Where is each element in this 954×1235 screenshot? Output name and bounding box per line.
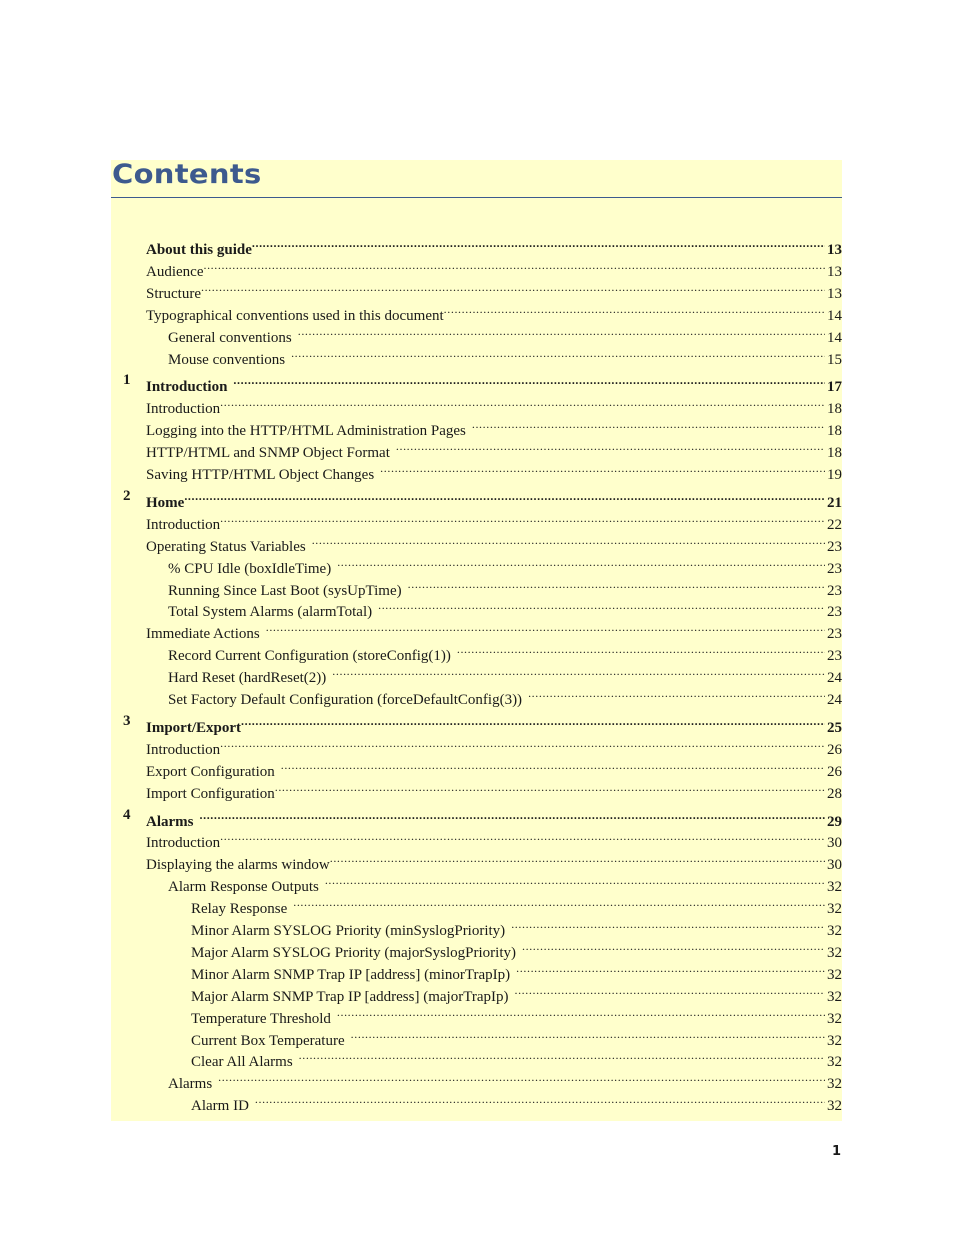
toc-dot-leader [218, 1066, 825, 1088]
toc-entry-label: About this guide [146, 242, 252, 258]
toc-entry-label: Total System Alarms (alarmTotal) [168, 604, 373, 621]
toc-entry-page: 32 [827, 923, 842, 939]
toc-entry-label: Audience [146, 263, 204, 280]
toc-entry[interactable] [146, 507, 842, 533]
toc-entry[interactable] [168, 682, 842, 708]
toc-dot-leader [516, 957, 825, 979]
toc-entry-label: Current Box Temperature [191, 1032, 345, 1049]
toc-dot-leader [201, 276, 825, 298]
toc-entry-page: 25 [827, 719, 842, 736]
page-number: 1 [832, 1144, 842, 1159]
toc-entry-label: Hard Reset (hardReset(2)) [168, 670, 327, 687]
toc-entry-label: Operating Status Variables [146, 538, 306, 555]
toc-entry[interactable] [191, 935, 842, 961]
toc-entry-label: Introduction [146, 835, 221, 852]
toc-entry[interactable] [191, 1088, 842, 1115]
toc-chapter-entry[interactable] [146, 804, 842, 830]
toc-entry[interactable] [191, 979, 842, 1005]
toc-entry-page: 32 [827, 1010, 842, 1027]
toc-dot-leader [325, 869, 825, 891]
toc-dot-leader [298, 320, 825, 342]
toc-entry-page: 32 [827, 1098, 842, 1115]
toc-entry-label: Displaying the alarms window [146, 857, 330, 874]
toc-dot-leader [522, 935, 825, 957]
toc-entry[interactable] [146, 276, 842, 302]
toc-entry-label: Major Alarm SYSLOG Priority (majorSyslogPriority) [191, 944, 516, 961]
toc-dot-leader [396, 435, 825, 457]
toc-dot-leader [408, 573, 825, 595]
toc-entry-page: 23 [827, 582, 842, 599]
chapter-number: 3 [123, 712, 131, 729]
toc-dot-leader [255, 1088, 825, 1110]
toc-entry-label: Export Configuration [146, 763, 275, 780]
title-rule [111, 197, 842, 198]
toc-dot-leader [220, 391, 825, 413]
toc-entry-page: 30 [827, 857, 842, 874]
toc-entry-page: 23 [827, 560, 842, 577]
toc-entry[interactable] [146, 254, 842, 280]
toc-dot-leader [378, 594, 825, 616]
toc-entry-label: Immediate Actions [146, 626, 260, 643]
chapter-number: 4 [123, 806, 131, 823]
toc-entry-page: 23 [827, 626, 842, 643]
toc-entry[interactable] [168, 320, 842, 346]
toc-dot-leader [330, 847, 825, 869]
toc-dot-leader [337, 551, 825, 573]
toc-dot-leader [241, 710, 825, 732]
toc-dot-leader [252, 232, 825, 254]
toc-entry-label: Relay Response [191, 901, 288, 918]
toc-entry[interactable] [146, 754, 842, 780]
toc-dot-leader [299, 1044, 825, 1066]
toc-entry[interactable] [168, 638, 842, 665]
toc-entry-label: Running Since Last Boot (sysUpTime) [168, 582, 402, 599]
toc-dot-leader [332, 660, 825, 682]
toc-entry[interactable] [146, 847, 842, 874]
toc-entry-label: Saving HTTP/HTML Object Changes [146, 467, 375, 483]
toc-dot-leader [203, 254, 825, 276]
toc-entry-label: Minor Alarm SNMP Trap IP [address] (minorTrapIp) [191, 966, 511, 983]
toc-entry[interactable] [191, 957, 842, 983]
toc-entry-page: 32 [827, 966, 842, 983]
toc-dot-leader [233, 369, 825, 391]
toc-entry-label: Import Configuration [146, 785, 275, 802]
toc-entry-page: 23 [827, 604, 842, 621]
toc-entry[interactable] [168, 660, 842, 687]
toc-entry-label: Temperature Threshold [191, 1010, 331, 1027]
toc-entry-label: Import/Export [146, 719, 241, 736]
toc-entry[interactable] [146, 298, 842, 324]
toc-entry[interactable] [168, 594, 842, 621]
toc-entry-label: Alarms [146, 813, 194, 830]
chapter-number: 1 [123, 372, 131, 389]
toc-entry-page: 17 [827, 379, 842, 396]
toc-dot-leader [293, 891, 825, 913]
toc-dot-leader [457, 638, 825, 660]
toc-entry-label: Introduction [146, 379, 228, 396]
toc-entry[interactable] [146, 391, 842, 418]
toc-chapter-entry[interactable] [146, 485, 842, 511]
toc-dot-leader [266, 616, 825, 638]
toc-dot-leader [184, 485, 825, 507]
toc-entry-page: 32 [827, 988, 842, 1005]
toc-dot-leader [281, 754, 825, 776]
toc-entry-label: HTTP/HTML and SNMP Object Format [146, 445, 390, 462]
toc-dot-leader [511, 913, 825, 935]
toc-entry-label: Introduction [146, 401, 221, 418]
toc-entry-label: General conventions [168, 329, 292, 346]
toc-entry-page: 24 [827, 670, 842, 687]
toc-entry-page: 32 [827, 901, 842, 918]
toc-entry-label: Introduction [146, 516, 221, 533]
toc-entry-label: Clear All Alarms [191, 1054, 293, 1071]
toc-entry-page: 13 [827, 285, 842, 302]
toc-entry[interactable] [146, 457, 842, 483]
toc-entry[interactable] [146, 825, 842, 852]
toc-entry-page: 32 [827, 879, 842, 896]
toc-entry-label: Minor Alarm SYSLOG Priority (minSyslogPriority) [191, 923, 506, 939]
toc-entry-page: 18 [827, 401, 842, 418]
toc-entry-label: Introduction [146, 741, 221, 758]
toc-entry-page: 15 [827, 351, 842, 368]
toc-entry-page: 32 [827, 1076, 842, 1093]
toc-dot-leader [312, 529, 825, 551]
toc-entry-page: 14 [827, 307, 842, 324]
toc-entry[interactable] [168, 573, 842, 599]
toc-entry-page: 32 [827, 944, 842, 961]
toc-dot-leader [380, 457, 825, 479]
toc-entry[interactable] [146, 776, 842, 802]
toc-dot-leader [275, 776, 825, 798]
toc-entry-label: Alarm Response Outputs [168, 879, 319, 896]
toc-dot-leader [528, 682, 825, 704]
toc-entry[interactable] [191, 891, 842, 918]
toc-entry-label: Alarm ID [191, 1098, 249, 1115]
toc-dot-leader [291, 342, 825, 364]
toc-entry-page: 19 [827, 467, 842, 483]
toc-entry[interactable] [191, 1001, 842, 1027]
toc-entry-label: Typographical conventions used in this document [146, 307, 444, 324]
toc-entry-label: % CPU Idle (boxIdleTime) [168, 560, 332, 577]
toc-dot-leader [351, 1023, 825, 1045]
toc-entry-page: 30 [827, 835, 842, 852]
toc-entry[interactable] [146, 529, 842, 555]
toc-dot-leader [514, 979, 825, 1001]
toc-entry[interactable] [146, 413, 842, 440]
toc-entry[interactable] [168, 869, 842, 896]
toc-entry-label: Structure [146, 285, 201, 302]
toc-entry-page: 26 [827, 763, 842, 780]
toc-chapter-entry[interactable] [146, 710, 842, 736]
toc-entry-page: 23 [827, 648, 842, 665]
toc-entry[interactable] [191, 1023, 842, 1049]
toc-entry-page: 22 [827, 516, 842, 533]
toc-entry-page: 18 [827, 445, 842, 462]
page-title: Contents [112, 158, 262, 190]
toc-entry-page: 23 [827, 538, 842, 555]
toc-entry-label: Logging into the HTTP/HTML Administration Pages [146, 423, 466, 440]
toc-entry-page: 32 [827, 1054, 842, 1071]
toc-chapter-entry[interactable] [146, 369, 842, 396]
toc-dot-leader [200, 804, 826, 826]
toc-entry-page: 14 [827, 329, 842, 346]
toc-entry-label: Alarms [168, 1076, 213, 1093]
toc-entry-page: 21 [827, 494, 842, 511]
toc-entry[interactable] [146, 616, 842, 643]
toc-entry-page: 13 [827, 242, 842, 258]
toc-entry-page: 24 [827, 692, 842, 708]
toc-entry-page: 26 [827, 741, 842, 758]
toc-entry[interactable] [146, 232, 842, 258]
toc-entry-label: Record Current Configuration (storeConfig(1)) [168, 648, 451, 665]
toc-entry-label: Mouse conventions [168, 351, 286, 368]
toc-entry-label: Set Factory Default Configuration (forceDefaultConfig(3)) [168, 692, 523, 708]
toc-entry-page: 29 [827, 813, 842, 830]
toc-entry[interactable] [168, 342, 842, 368]
toc-entry-label: Major Alarm SNMP Trap IP [address] (majorTrapIp) [191, 988, 509, 1005]
toc-entry-page: 18 [827, 423, 842, 440]
toc-entry-page: 28 [827, 785, 842, 802]
toc-entry-page: 32 [827, 1032, 842, 1049]
chapter-number: 2 [123, 487, 131, 504]
toc-entry[interactable] [146, 435, 842, 462]
toc-entry[interactable] [146, 732, 842, 758]
toc-entry[interactable] [168, 1066, 842, 1093]
toc-dot-leader [220, 507, 825, 529]
toc-entry-page: 13 [827, 263, 842, 280]
toc-dot-leader [472, 413, 825, 435]
toc-entry[interactable] [168, 551, 842, 577]
toc-entry[interactable] [191, 913, 842, 939]
toc-entry[interactable] [191, 1044, 842, 1071]
toc-dot-leader [220, 732, 825, 754]
toc-dot-leader [220, 825, 825, 847]
toc-entry-label: Home [146, 494, 185, 511]
toc-dot-leader [444, 298, 825, 320]
toc-dot-leader [337, 1001, 825, 1023]
